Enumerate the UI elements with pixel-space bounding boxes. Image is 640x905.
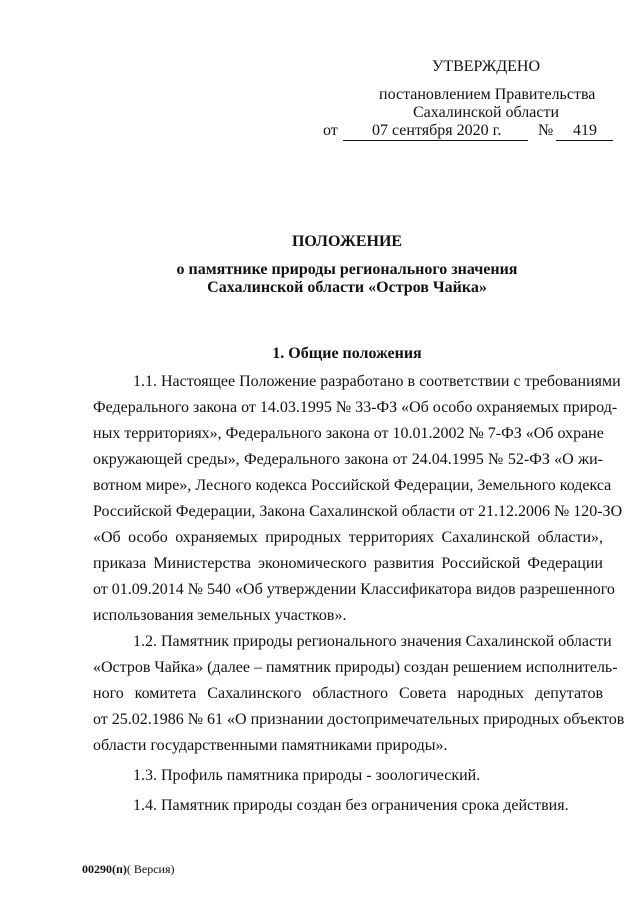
paragraph-line: Российской Федерации, Закона Сахалинской области от 21.12.2006 № 120-ЗО (93, 503, 623, 520)
paragraph-line: вотном мире», Лесного кодекса Российской Федерации, Земельного кодекса (93, 477, 612, 494)
paragraph-line: 1.2. Памятник природы регионального значения Сахалинской области (133, 633, 612, 650)
approval-line-1: постановлением Правительства (379, 86, 596, 103)
paragraph-line: 1.4. Памятник природы создан без ограничения срока действия. (133, 797, 569, 814)
paragraph-line: Федерального закона от 14.03.1995 № 33-ФЗ «Об особо охраняемых природ- (93, 399, 618, 416)
approval-from-label: от (323, 122, 338, 139)
paragraph-line: «Об особо охраняемых природных территориях Сахалинской области», (93, 529, 603, 546)
paragraph-line: 1.3. Профиль памятника природы - зоологический. (133, 767, 481, 784)
paragraph-line: ного комитета Сахалинского областного Совета народных депутатов (93, 685, 603, 702)
approval-date-underline (343, 140, 528, 141)
document-subtitle-line-2: Сахалинской области «Остров Чайка» (207, 279, 487, 296)
document-subtitle-line-1: о памятнике природы регионального значения (176, 261, 518, 278)
paragraph-line: использования земельных участков». (93, 607, 347, 624)
approval-heading: УТВЕРЖДЕНО (432, 58, 541, 75)
approval-number-underline (556, 140, 613, 141)
approval-line-2: Сахалинской области (413, 104, 560, 121)
approval-date: 07 сентября 2020 г. (372, 122, 502, 139)
document-title: ПОЛОЖЕНИЕ (291, 233, 403, 250)
paragraph-line: ных территориях», Федерального закона от 10.01.2002 № 7-ФЗ «Об охране (93, 425, 604, 442)
paragraph-line: «Остров Чайка» (далее – памятник природы) создан решением исполнитель- (93, 659, 618, 676)
paragraph-line: от 25.02.1986 № 61 «О признании достопримечательных природных объектов (93, 711, 625, 728)
paragraph-line: окружающей среды», Федерального закона от 24.04.1995 № 52-ФЗ «О жи- (93, 451, 603, 468)
section-heading: 1. Общие положения (272, 345, 422, 362)
footer-version: ( Версия) (126, 862, 175, 876)
paragraph-line: области государственными памятниками природы». (93, 737, 448, 754)
approval-number: 419 (573, 122, 597, 139)
paragraph-line: от 01.09.2014 № 540 «Об утверждении Классификатора видов разрешенного (93, 581, 615, 598)
footer-code: 00290(п) (82, 862, 127, 876)
paragraph-line: 1.1. Настоящее Положение разработано в соответствии с требованиями (133, 373, 621, 390)
approval-number-sign: № (538, 122, 554, 139)
paragraph-line: приказа Министерства экономического развития Российской Федерации (93, 555, 603, 572)
footer (82, 862, 175, 877)
